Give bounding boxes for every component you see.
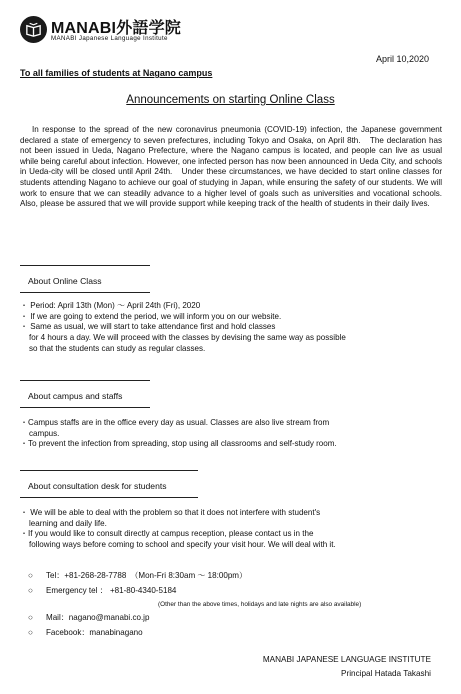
online-class-line: ・ Same as usual, we will start to take attendance first and hold classes [20,322,276,332]
contact-mail [28,612,149,624]
institute-logo [20,14,230,48]
consultation-line: following ways before coming to school and specify your visit hour. We will deal with it. [29,540,336,550]
book-icon [20,16,47,43]
online-class-line: ・ If we are going to extend the period, we will inform you on our website. [20,311,282,321]
section-heading-consultation: About consultation desk for students [28,481,167,491]
online-class-line: ・ Period: April 13th (Mon) ～ April 24th (Fri), 2020 [20,301,201,310]
section-heading-online-class: About Online Class [28,276,102,286]
section-divider [20,470,198,471]
contact-facebook [28,627,143,639]
consultation-details [20,508,336,551]
section-divider [20,497,198,498]
contact-emergency [28,585,176,597]
announcement-title: Announcements on starting Online Class [126,94,335,106]
campus-line: ・Campus staffs are in the office every day as usual. Classes are also live stream from [20,418,330,427]
section-divider [20,380,150,381]
circle-bullet-icon: ○ [28,586,33,595]
signature-org: MANABI JAPANESE LANGUAGE INSTITUTE [262,655,431,664]
facebook-text[interactable]: Facebook：manabinagano [46,628,143,637]
online-class-line: so that the students can study as regular classes. [29,343,206,353]
emergency-text: Emergency tel ： +81-80-4340-5184 [46,586,177,595]
section-divider [20,265,150,266]
consultation-line: ・ We will be able to deal with the problem so that it does not interfere with student's [20,508,321,517]
online-class-line: for 4 hours a day. We will proceed with the classes by devising the same way as possible [29,333,346,343]
circle-bullet-icon: ○ [28,628,33,637]
logo-name: MANABI外語学院 [51,20,181,37]
intro-paragraph: In response to the spread of the new coronavirus pneumonia (COVID-19) infection, the Japanese government declared a state of emergency to seven prefectures, including Tokyo and Osaka, on April 8th. The declaration has not been issued in Ueda, Nagano Prefecture, where the Nagano campus is located, and people can live as usual while being careful about infection. However, one infected person has now been announced in Ueda City, and schools in Ueda-city will be closed until April 24th. Under these circumstances, we have decided to start online classes for students attending Nagano to achieve our goal of studying in Japan, while ensuring the safety of our students. We will work to ensure that we can steadily advance to a higher level of goals such as universities and vocational schools. Also, please be assured that we will provide support while keeping track of the health of students in their daily lives. [20,125,442,209]
online-class-details [20,301,346,355]
contact-note: (Other than the above times, holidays and late nights are also available) [158,601,362,608]
recipient-line: To all families of students at Nagano campus [20,68,213,78]
mail-text[interactable]: Mail：nagano@manabi.co.jp [46,613,150,622]
consultation-line: learning and daily life. [29,518,107,528]
tel-text: Tel：+81-268-28-7788 （Mon-Fri 8:30am ～ 18:00pm） [46,571,248,580]
section-divider [20,292,150,293]
consultation-line: ・If you would like to consult directly at campus reception, please contact us in the [20,529,314,539]
circle-bullet-icon: ○ [28,613,33,622]
section-divider [20,407,150,408]
logo-subtitle: MANABI Japanese Language Institute [51,35,168,42]
campus-line: ・To prevent the infection from spreading, stop using all classrooms and self-study room. [20,439,337,449]
campus-details [20,418,337,450]
signature-person: Principal Hatada Takashi [341,669,431,678]
section-heading-campus: About campus and staffs [28,391,123,401]
contact-tel [28,570,247,582]
campus-line: campus. [29,428,60,438]
letter-date: April 10,2020 [375,54,429,64]
circle-bullet-icon: ○ [28,571,33,580]
